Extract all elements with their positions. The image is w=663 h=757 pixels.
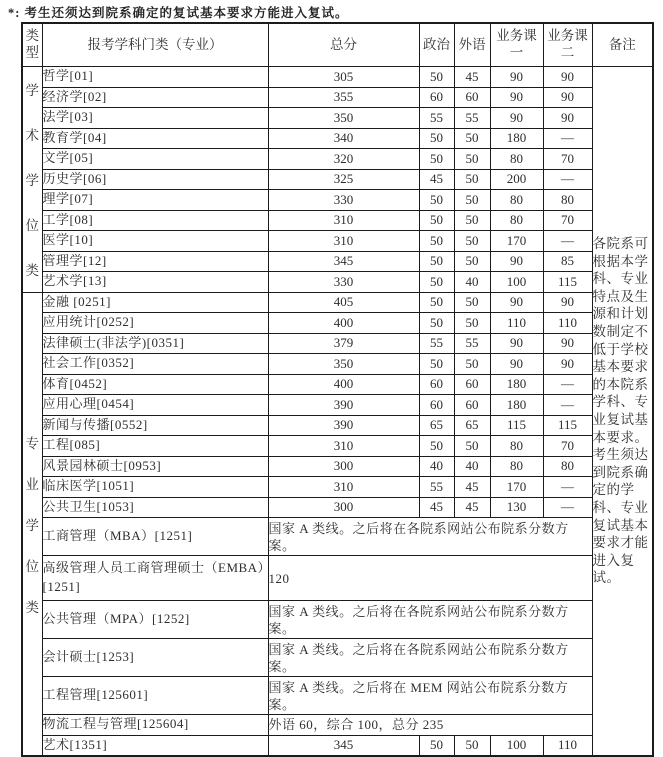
col-header-course1: 业务课一 [490, 23, 543, 67]
score-cell: 45 [419, 497, 454, 518]
score-cell: 310 [268, 477, 419, 498]
score-cell: 310 [268, 231, 419, 252]
score-cell: 60 [454, 87, 490, 108]
score-cell: 390 [268, 415, 419, 436]
table-row [22, 169, 653, 190]
table-header [22, 23, 653, 67]
table-row [22, 456, 653, 477]
table-row [22, 601, 653, 639]
score-cell: 115 [490, 415, 543, 436]
major-cell: 法律硕士(非法学)[0351] [42, 333, 268, 354]
score-cell: 50 [454, 735, 490, 756]
score-cell: — [543, 497, 592, 518]
table-row [22, 272, 653, 293]
score-cell: 400 [268, 313, 419, 334]
score-cell: 70 [543, 210, 592, 231]
score-cell: 310 [268, 210, 419, 231]
merged-policy-cell: 外语 60，综合 100，总分 235 [268, 715, 592, 736]
major-cell: 医学[10] [42, 231, 268, 252]
score-cell: 90 [490, 87, 543, 108]
score-cell: 50 [454, 190, 490, 211]
score-cell: 305 [268, 67, 419, 88]
col-header-total: 总分 [268, 23, 419, 67]
score-cell: 55 [454, 333, 490, 354]
score-cell: 340 [268, 128, 419, 149]
score-cell: 180 [490, 395, 543, 416]
score-cell: 300 [268, 456, 419, 477]
table-row [22, 395, 653, 416]
score-table [21, 22, 654, 757]
score-cell: — [543, 477, 592, 498]
table-row [22, 715, 653, 736]
score-cell: 110 [543, 735, 592, 756]
major-cell: 金融 [0251] [42, 292, 268, 313]
score-cell: 90 [543, 67, 592, 88]
score-cell: 80 [543, 190, 592, 211]
table-row [22, 436, 653, 457]
major-cell: 理学[07] [42, 190, 268, 211]
score-cell: 300 [268, 497, 419, 518]
score-cell: 55 [419, 333, 454, 354]
major-cell: 公共卫生[1053] [42, 497, 268, 518]
table-row [22, 374, 653, 395]
score-cell: 85 [543, 251, 592, 272]
table-row [22, 67, 653, 88]
score-cell: 50 [454, 292, 490, 313]
major-cell: 高级管理人员工商管理硕士（EMBA）[1251] [42, 556, 268, 601]
score-cell: 50 [454, 231, 490, 252]
score-cell: 70 [543, 149, 592, 170]
table-row [22, 210, 653, 231]
major-cell: 物流工程与管理[125604] [42, 715, 268, 736]
col-header-type: 类型 [22, 23, 42, 67]
merged-policy-cell: 120 [268, 556, 592, 601]
score-cell: 55 [419, 477, 454, 498]
major-cell: 经济学[02] [42, 87, 268, 108]
score-cell: 80 [490, 456, 543, 477]
score-cell: 45 [454, 497, 490, 518]
score-cell: 50 [419, 128, 454, 149]
major-cell: 艺术学[13] [42, 272, 268, 293]
score-cell: 50 [454, 436, 490, 457]
score-cell: 90 [490, 108, 543, 129]
score-cell: 60 [454, 395, 490, 416]
col-header-major: 报考学科门类（专业） [42, 23, 268, 67]
score-cell: 345 [268, 251, 419, 272]
score-cell: 310 [268, 436, 419, 457]
score-cell: 170 [490, 231, 543, 252]
score-cell: 320 [268, 149, 419, 170]
score-cell: 70 [543, 436, 592, 457]
remark-cell: 各院系可根据本学科、专业特点及生源和计划数制定不低于学校基本要求的本院系学科、专业复试基本要求。考生须达到院系确定的学科、专业复试基本要求才能进入复试。 [592, 67, 653, 757]
major-cell: 临床医学[1051] [42, 477, 268, 498]
score-cell: 50 [454, 169, 490, 190]
score-cell: 379 [268, 333, 419, 354]
col-header-remark: 备注 [592, 23, 653, 67]
score-cell: 100 [490, 272, 543, 293]
merged-policy-cell: 国家 A 类线。之后将在各院系网站公布院系分数方案。 [268, 601, 592, 639]
score-cell: 50 [419, 231, 454, 252]
score-cell: 50 [419, 436, 454, 457]
score-cell: 90 [543, 292, 592, 313]
score-cell: — [543, 128, 592, 149]
score-cell: 90 [543, 333, 592, 354]
col-header-foreign: 外语 [454, 23, 490, 67]
score-cell: — [543, 231, 592, 252]
score-cell: 130 [490, 497, 543, 518]
category-cell [22, 292, 42, 756]
score-cell: 110 [490, 313, 543, 334]
footnote: *: 考生还须达到院系确定的复试基本要求方能进入复试。 [8, 6, 349, 20]
score-cell: 50 [419, 67, 454, 88]
score-cell: 200 [490, 169, 543, 190]
major-cell: 法学[03] [42, 108, 268, 129]
score-cell: 115 [543, 272, 592, 293]
major-cell: 工学[08] [42, 210, 268, 231]
score-cell: — [543, 374, 592, 395]
merged-policy-cell: 国家 A 类线。之后将在各院系网站公布院系分数方案。 [268, 518, 592, 556]
score-cell: 90 [490, 333, 543, 354]
score-cell: 115 [543, 415, 592, 436]
score-cell: 45 [419, 169, 454, 190]
score-cell: 405 [268, 292, 419, 313]
table-row [22, 149, 653, 170]
col-header-course2: 业务课二 [543, 23, 592, 67]
score-cell: 50 [454, 354, 490, 375]
score-cell: 65 [419, 415, 454, 436]
score-cell: 110 [543, 313, 592, 334]
major-cell: 新闻与传播[0552] [42, 415, 268, 436]
major-cell: 公共管理（MPA）[1252] [42, 601, 268, 639]
score-cell: 390 [268, 395, 419, 416]
score-cell: 50 [454, 128, 490, 149]
score-cell: 90 [490, 67, 543, 88]
table-row [22, 518, 653, 556]
major-cell: 历史学[06] [42, 169, 268, 190]
score-cell: 40 [419, 456, 454, 477]
major-cell: 哲学[01] [42, 67, 268, 88]
score-cell: 90 [490, 292, 543, 313]
merged-policy-cell: 国家 A 类线。之后将在 MEM 网站公布院系分数方案。 [268, 677, 592, 715]
score-cell: 325 [268, 169, 419, 190]
table-row [22, 190, 653, 211]
table-row [22, 292, 653, 313]
major-cell: 风景园林硕士[0953] [42, 456, 268, 477]
score-cell: — [543, 169, 592, 190]
score-cell: 90 [543, 87, 592, 108]
major-cell: 艺术[1351] [42, 735, 268, 756]
score-cell: 80 [490, 210, 543, 231]
score-cell: 60 [454, 374, 490, 395]
score-cell: 55 [454, 108, 490, 129]
table-body [22, 67, 653, 757]
score-cell: 50 [419, 190, 454, 211]
score-cell: 50 [419, 272, 454, 293]
header-row [22, 23, 653, 67]
score-cell: 45 [454, 477, 490, 498]
score-cell: 90 [543, 354, 592, 375]
score-cell: 350 [268, 108, 419, 129]
score-cell: 50 [419, 149, 454, 170]
score-cell: — [543, 395, 592, 416]
major-cell: 教育学[04] [42, 128, 268, 149]
score-cell: 90 [543, 108, 592, 129]
score-cell: 55 [419, 108, 454, 129]
major-cell: 文学[05] [42, 149, 268, 170]
table-row [22, 231, 653, 252]
major-cell: 应用统计[0252] [42, 313, 268, 334]
table-row [22, 677, 653, 715]
score-cell: 40 [454, 272, 490, 293]
score-cell: 80 [490, 190, 543, 211]
score-cell: 90 [490, 251, 543, 272]
score-cell: 50 [419, 210, 454, 231]
major-cell: 社会工作[0352] [42, 354, 268, 375]
major-cell: 工程管理[125601] [42, 677, 268, 715]
score-cell: 80 [490, 149, 543, 170]
score-cell: 80 [490, 436, 543, 457]
score-cell: 100 [490, 735, 543, 756]
score-cell: 345 [268, 735, 419, 756]
score-cell: 65 [454, 415, 490, 436]
major-cell: 会计硕士[1253] [42, 639, 268, 677]
col-header-politics: 政治 [419, 23, 454, 67]
table-row [22, 354, 653, 375]
table-row [22, 87, 653, 108]
score-cell: 180 [490, 374, 543, 395]
score-cell: 60 [419, 87, 454, 108]
table-row [22, 735, 653, 756]
score-cell: 50 [454, 313, 490, 334]
score-cell: 50 [419, 354, 454, 375]
score-cell: 50 [454, 251, 490, 272]
score-cell: 50 [419, 292, 454, 313]
category-label: 学 术 学 位 类 [25, 83, 39, 279]
score-cell: 180 [490, 128, 543, 149]
merged-policy-cell: 国家 A 类线。之后将在各院系网站公布院系分数方案。 [268, 639, 592, 677]
table-row [22, 497, 653, 518]
score-cell: 40 [454, 456, 490, 477]
table-row [22, 108, 653, 129]
table-row [22, 639, 653, 677]
table-row [22, 128, 653, 149]
score-cell: 45 [454, 67, 490, 88]
score-cell: 60 [419, 395, 454, 416]
score-cell: 50 [454, 210, 490, 231]
score-cell: 60 [419, 374, 454, 395]
score-cell: 50 [419, 735, 454, 756]
table-row [22, 333, 653, 354]
category-label: 专 业 学 位 类 [25, 435, 39, 615]
category-cell [22, 67, 42, 293]
score-cell: 50 [454, 149, 490, 170]
table-row [22, 313, 653, 334]
major-cell: 体育[0452] [42, 374, 268, 395]
score-cell: 400 [268, 374, 419, 395]
score-cell: 50 [419, 313, 454, 334]
score-cell: 350 [268, 354, 419, 375]
table-row [22, 556, 653, 601]
score-cell: 80 [543, 456, 592, 477]
score-cell: 355 [268, 87, 419, 108]
major-cell: 工程[085] [42, 436, 268, 457]
score-cell: 330 [268, 190, 419, 211]
major-cell: 管理学[12] [42, 251, 268, 272]
score-cell: 170 [490, 477, 543, 498]
table-row [22, 415, 653, 436]
major-cell: 工商管理（MBA）[1251] [42, 518, 268, 556]
table-row [22, 477, 653, 498]
score-cell: 50 [419, 251, 454, 272]
table-row [22, 251, 653, 272]
major-cell: 应用心理[0454] [42, 395, 268, 416]
score-cell: 90 [490, 354, 543, 375]
score-cell: 330 [268, 272, 419, 293]
